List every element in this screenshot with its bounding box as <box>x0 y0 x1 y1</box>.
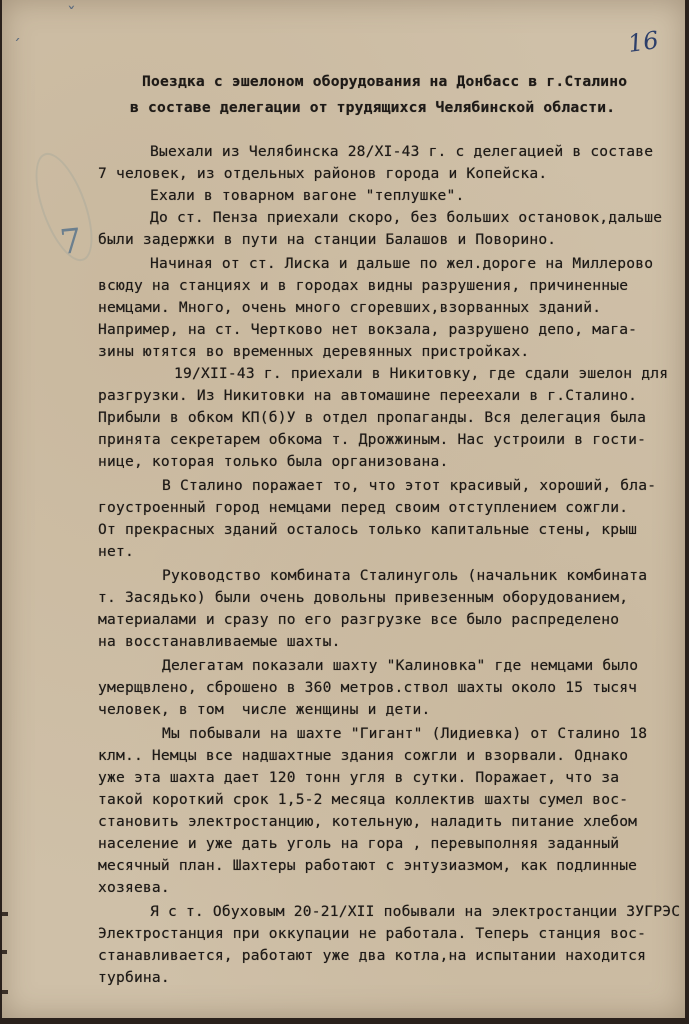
text-line: немцами. Много, очень много сгоревших,взорванных зданий. <box>98 299 602 316</box>
text-line: уже эта шахта дает 120 тонн угля в сутки. Поражает, что за <box>98 769 620 786</box>
text-line: турбина. <box>98 969 170 986</box>
title-line: в составе делегации от трудящихся Челябинской области. <box>130 99 616 116</box>
pencil-tick-mark: ˇ <box>66 4 77 25</box>
text-line: 19/XII-43 г. приехали в Никитовку, где сдали эшелон для <box>174 365 669 382</box>
text-line: Делегатам показали шахту "Калиновка" где немцами было <box>162 657 639 674</box>
text-line: такой короткий срок 1,5-2 месяца коллектив шахты сумел вос- <box>98 791 629 808</box>
text-line: Выехали из Челябинска 28/XI-43 г. с делегацией в составе <box>150 143 654 160</box>
text-line: т. Засядько) были очень довольны привезенным оборудованием, <box>98 589 629 606</box>
text-line: нет. <box>98 543 134 560</box>
text-line: нице, которая только была организована. <box>98 453 449 470</box>
text-line: человек, в том числе женщины и дети. <box>98 701 431 718</box>
text-line: гоустроенный город немцами перед своим отступлением сожгли. <box>98 499 629 516</box>
text-line: зины ютятся во временных деревянных пристройках. <box>98 343 530 360</box>
text-line: Начиная от ст. Лиска и дальше по жел.дороге на Миллерово <box>150 255 654 272</box>
page-number: 16 <box>626 26 661 58</box>
text-line: принята секретарем обкома т. Дрожжиным. Нас устроили в гости- <box>98 431 647 448</box>
text-line: До ст. Пенза приехали скоро, без больших остановок,дальше <box>150 209 663 226</box>
text-line: 7 человек, из отдельных районов города и Копейска. <box>98 165 548 182</box>
text-line: Ехали в товарном вагоне "теплушке". <box>150 187 465 204</box>
text-line: Например, на ст. Чертково нет вокзала, разрушено депо, мага- <box>98 321 638 338</box>
text-line: От прекрасных зданий осталось только капитальные стены, крыш <box>98 521 638 538</box>
text-line: клм.. Немцы все надшахтные здания сожгли и взорвали. Однако <box>98 747 629 764</box>
title-line: Поездка с эшелоном оборудования на Донбасс в г.Сталино <box>142 73 628 90</box>
text-line: Руководство комбината Сталинуголь (начальник комбината <box>162 567 648 584</box>
text-line: станавливается, работают уже два котла,на испытании находится <box>98 947 647 964</box>
text-line: становить электростанцию, котельную, наладить питание хлебом <box>98 813 638 830</box>
text-line: В Сталино поражает то, что этот красивый, хороший, бла- <box>162 477 657 494</box>
text-line: разгрузки. Из Никитовки на автомашине переехали в г.Сталино. <box>98 387 638 404</box>
text-line: население и уже дать уголь на гора , перевыполняя заданный <box>98 835 620 852</box>
text-line: Электростанция при оккупации не работала. Теперь станция вос- <box>98 925 647 942</box>
text-line: месячный план. Шахтеры работают с энтузиазмом, как подлинные <box>98 857 638 874</box>
margin-handwritten-mark: 7 <box>57 220 84 264</box>
text-line: Мы побывали на шахте "Гигант" (Лидиевка) от Сталино 18 <box>162 725 648 742</box>
text-line: материалами и сразу по его разгрузке все было распределено <box>98 611 620 628</box>
corner-tick-mark: ´ <box>12 36 22 55</box>
typed-text-block <box>2 0 685 1018</box>
text-line: были задержки в пути на станции Балашов и Поворино. <box>98 231 557 248</box>
text-line: Я с т. Обуховым 20-21/XII побывали на электростанции ЗУГРЭС <box>150 903 681 920</box>
text-line: всюду на станциях и в городах видны разрушения, причиненные <box>98 277 629 294</box>
text-line: на восстанавливаемые шахты. <box>98 633 341 650</box>
text-line: хозяева. <box>98 879 170 896</box>
text-line: умерщвлено, сброшено в 360 метров.ствол шахты около 15 тысяч <box>98 679 638 696</box>
text-line: Прибыли в обком КП(б)У в отдел пропаганды. Вся делегация была <box>98 409 647 426</box>
document-page <box>2 0 685 1018</box>
